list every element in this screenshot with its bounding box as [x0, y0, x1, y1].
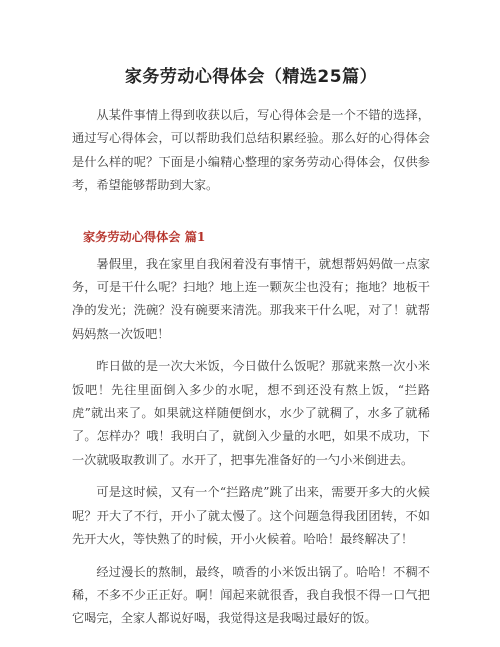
body-paragraph-4: 经过漫长的熬制，最终，喷香的小米饭出锅了。哈哈！不稠不稀，不多不少正正好。啊！闻起来就很香，我自我恨不得一口气把它喝完，全家人都说好喝，我觉得这是我喝过最好的饭。: [72, 564, 430, 626]
intro-paragraph: 从某件事情上得到收获以后，写心得体会是一个不错的选择，通过写心得体会，可以帮助我们总结积累经验。那么好的心得体会是什么样的呢？下面是小编精心整理的家务劳动心得体会，仅供参考，希望能够帮助到大家。: [72, 108, 430, 193]
body-paragraph-3: 可是这时候，又有一个“拦路虎”跳了出来，需要开多大的火候呢？开大了不行，开小了就太慢了。这个问题急得我团团转，不如先开大火，等快熟了的时候，开小火候着。哈哈！最终解决了！: [72, 485, 430, 547]
section-heading: 家务劳动心得体会 篇1: [82, 229, 206, 244]
body-paragraph-1: 暑假里，我在家里自我闲着没有事情干，就想帮妈妈做一点家务，可是干什么呢？扫地？地上连一颗灰尘也没有；拖地？地板干净的发光；洗碗？没有碗要来清洗。那我来干什么呢，对了！就帮妈妈熬一次饭吧！: [72, 256, 430, 341]
section-body: [72, 253, 430, 631]
body-paragraph-2: 昨日做的是一次大米饭，今日做什么饭呢？那就来熬一次小米饭吧！先往里面倒入多少的水呢，想不到还没有熬上饭，“拦路虎”就出来了。如果就这样随便倒水，水少了就稠了，水多了就稀了。怎样办？哦！我明白了，就倒入少量的水吧，如果不成功，下一次就吸取教训了。水开了，把事先准备好的一勺小米倒进去。: [72, 359, 430, 467]
document-title: 家务劳动心得体会（精选25篇）: [124, 67, 378, 87]
